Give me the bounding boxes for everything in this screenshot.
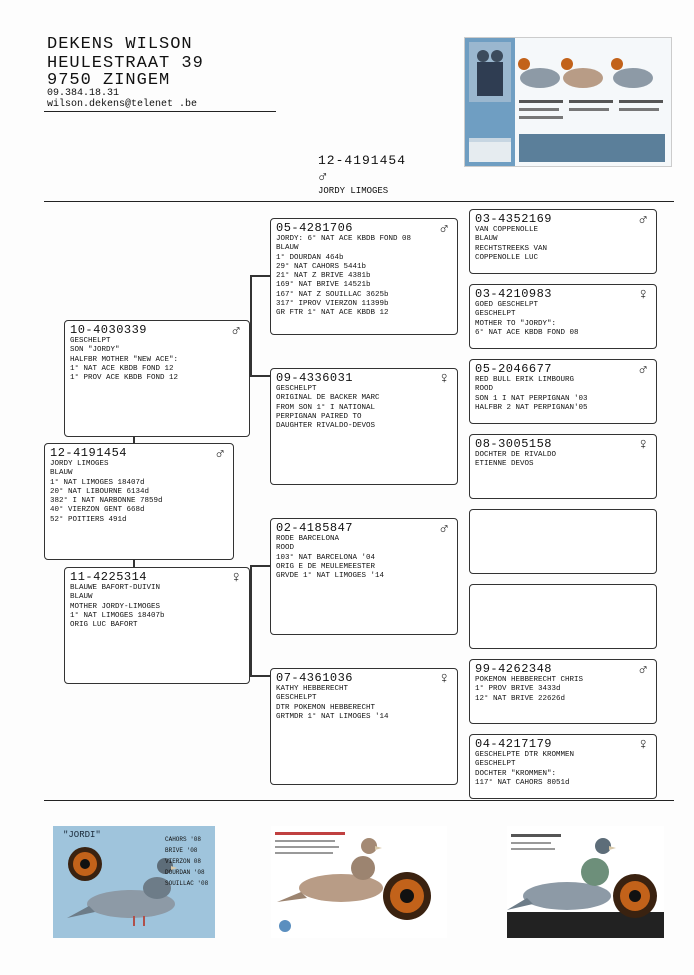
- card-line: 29° NAT CAHORS 5441b: [276, 262, 367, 271]
- owner-street: HEULESTRAAT 39: [47, 54, 204, 73]
- male-symbol-icon: ♂: [318, 168, 328, 186]
- photo-jordi-result: VIERZON 08: [165, 858, 202, 865]
- card-line: GESCHELPT: [70, 337, 111, 345]
- card-line: GRVDE 1° NAT LIMOGES '14: [276, 572, 385, 581]
- card-line: KATHY HEBBERECHT: [276, 685, 349, 693]
- male-symbol-icon: ♂: [638, 361, 648, 379]
- card-line: MOTHER TO "JORDY":: [475, 319, 557, 328]
- card-line: GR FTR 1° NAT ACE KBDB 12: [276, 309, 389, 318]
- card-line: GESCHELPT: [475, 760, 516, 769]
- male-symbol-icon: ♂: [215, 445, 225, 463]
- female-symbol-icon: ♀: [439, 670, 449, 688]
- advert-illustration: [465, 38, 671, 166]
- subject-name: JORDY LIMOGES: [318, 186, 389, 196]
- card-line: 20° NAT LIBOURNE 6134d: [50, 487, 150, 496]
- male-symbol-icon: ♂: [638, 661, 648, 679]
- female-symbol-icon: ♀: [439, 370, 449, 388]
- photo-jordi-result: DOURDAN '08: [165, 869, 205, 876]
- card-line: VAN COPPENOLLE: [475, 226, 539, 234]
- female-symbol-icon: ♀: [638, 736, 648, 754]
- connector-line: [250, 275, 271, 277]
- card-line: 1° PROV BRIVE 3433d: [475, 685, 561, 694]
- pedigree-card-self[interactable]: [44, 443, 234, 560]
- card-line: 1° PROV ACE KBDB FOND 12: [70, 374, 179, 383]
- female-symbol-icon: ♀: [638, 286, 648, 304]
- card-ring-number: 03-4352169: [475, 212, 553, 226]
- male-symbol-icon: ♂: [638, 211, 648, 229]
- connector-line: [250, 675, 271, 677]
- card-line: GESCHELPT: [276, 694, 317, 703]
- card-line: DAUGHTER RIVALDO-DEVOS: [276, 422, 376, 431]
- card-line: DOCHTER "KROMMEN":: [475, 769, 557, 778]
- card-ring-number: 04-4217179: [475, 737, 553, 751]
- photo-jordi-result: SOUILLAC '08: [165, 880, 209, 887]
- owner-email: wilson.dekens@telenet .be: [47, 99, 198, 110]
- card-ring-number: 03-4210983: [475, 287, 553, 301]
- card-line: ORIGINAL DE BACKER MARC: [276, 394, 380, 403]
- card-line: 382° I NAT NARBONNE 7859d: [50, 497, 163, 506]
- owner-name: DEKENS WILSON: [47, 35, 193, 54]
- card-line: 40° VIERZON GENT 668d: [50, 506, 145, 515]
- pedigree-card-dam[interactable]: [64, 567, 250, 684]
- card-line: HALFBR 2 NAT PERPIGNAN'05: [475, 403, 588, 412]
- photo-jordi: [53, 826, 215, 938]
- connector-line: [250, 565, 252, 675]
- card-line: 169° NAT BRIVE 14521b: [276, 281, 371, 290]
- card-line: 1° NAT LIMOGES 18407b: [70, 611, 165, 620]
- pedigree-card-sire-dam[interactable]: [270, 368, 458, 485]
- pedigree-card-sire-sire-dam[interactable]: [469, 284, 657, 349]
- card-line: DTR POKEMON HEBBERECHT: [276, 703, 376, 712]
- card-line: GESCHELPTE DTR KROMMEN: [475, 751, 575, 759]
- male-symbol-icon: ♂: [439, 220, 449, 238]
- connector-line: [250, 565, 271, 567]
- card-line: GRTMDR 1° NAT LIMOGES '14: [276, 712, 389, 721]
- connector-line: [250, 275, 252, 375]
- photo-jordi-title: "JORDI": [63, 830, 101, 840]
- card-ring-number: 05-2046677: [475, 362, 553, 376]
- card-line: RECHTSTREEKS VAN: [475, 244, 548, 253]
- card-line: MOTHER JORDY-LIMOGES: [70, 602, 161, 611]
- card-line: 1° DOURDAN 464b: [276, 253, 344, 262]
- card-line: COPPENOLLE LUC: [475, 253, 539, 262]
- card-ring-number: 05-4281706: [276, 221, 354, 235]
- pedigree-card-sire-sire[interactable]: [270, 218, 458, 335]
- advert-photo-collage: [464, 37, 672, 167]
- card-line: 52° POITIERS 491d: [50, 515, 127, 524]
- card-line: BLAUW: [50, 469, 73, 478]
- male-symbol-icon: ♂: [231, 322, 241, 340]
- pedigree-bottom-divider: [44, 800, 674, 801]
- card-line: 6° NAT ACE KBDB FOND 08: [475, 328, 579, 337]
- card-line: GESCHELPT: [276, 385, 317, 393]
- male-symbol-icon: ♂: [439, 520, 449, 538]
- card-ring-number: 02-4185847: [276, 521, 354, 535]
- card-line: FROM SON 1° I NATIONAL: [276, 403, 376, 412]
- pedigree-card-dam-sire[interactable]: [270, 518, 458, 635]
- card-line: BLAUW: [276, 244, 299, 253]
- card-line: SON "JORDY": [70, 346, 120, 355]
- card-line: BLAUWE BAFORT-DUIVIN: [70, 584, 161, 592]
- card-line: PERPIGNAN PAIRED TO: [276, 412, 362, 421]
- card-line: DOCHTER DE RIVALDO: [475, 451, 557, 459]
- pigeon-photo: [271, 826, 447, 938]
- card-ring-number: 10-4030339: [70, 323, 148, 337]
- connector-line: [250, 375, 271, 377]
- card-line: ORIG E DE MEULEMEESTER: [276, 562, 376, 571]
- card-line: SON 1 I NAT PERPIGNAN '03: [475, 394, 588, 403]
- pedigree-card-sire-dam-sire[interactable]: [469, 359, 657, 424]
- card-line: HALFBR MOTHER "NEW ACE":: [70, 355, 179, 364]
- card-line: GOED GESCHELPT: [475, 301, 539, 309]
- card-line: BLAUW: [475, 235, 498, 244]
- pedigree-card-sire[interactable]: [64, 320, 250, 437]
- card-line: 103° NAT BARCELONA '04: [276, 553, 376, 562]
- pedigree-card-dam-dam-sire[interactable]: [469, 659, 657, 724]
- card-line: 167° NAT Z SOUILLAC 3625b: [276, 290, 389, 299]
- pedigree-card-dam-dam[interactable]: [270, 668, 458, 785]
- card-ring-number: 07-4361036: [276, 671, 354, 685]
- card-ring-number: 12-4191454: [50, 446, 128, 460]
- owner-city: 9750 ZINGEM: [47, 71, 171, 90]
- card-line: ORIG LUC BAFORT: [70, 621, 138, 630]
- photo-jordi-results: [165, 834, 208, 889]
- card-line: 1° NAT LIMOGES 18407d: [50, 478, 145, 487]
- card-line: 12° NAT BRIVE 22626d: [475, 694, 566, 703]
- card-line: POKEMON HEBBERECHT CHRIS: [475, 676, 584, 684]
- card-line: JORDY LIMOGES: [50, 460, 109, 468]
- card-line: 21° NAT Z BRIVE 4381b: [276, 272, 371, 281]
- photo-jordi-result: BRIVE '08: [165, 847, 198, 854]
- pedigree-card-sire-dam-dam[interactable]: [469, 434, 657, 499]
- card-line: 1° NAT ACE KBDB FOND 12: [70, 364, 174, 373]
- card-ring-number: 08-3005158: [475, 437, 553, 451]
- card-ring-number: 11-4225314: [70, 570, 148, 584]
- subject-heading: [318, 153, 438, 196]
- card-line: BLAUW: [70, 593, 93, 602]
- pedigree-card-sire-sire-sire[interactable]: [469, 209, 657, 274]
- pedigree-card-dam-dam-dam[interactable]: [469, 734, 657, 799]
- card-line: ETIENNE DEVOS: [475, 460, 534, 469]
- card-line: ROOD: [276, 544, 295, 553]
- pedigree-card-dam-sire-sire-empty[interactable]: [469, 509, 657, 574]
- photo-new-ace: [507, 826, 664, 938]
- pedigree-card-dam-sire-dam-empty[interactable]: [469, 584, 657, 649]
- header-divider: [44, 111, 276, 112]
- female-symbol-icon: ♀: [231, 569, 241, 587]
- card-ring-number: 99-4262348: [475, 662, 553, 676]
- subject-ring-number: 12-4191454: [318, 153, 407, 168]
- card-line: ROOD: [475, 385, 494, 394]
- card-line: RODE BARCELONA: [276, 535, 340, 543]
- card-line: GESCHELPT: [475, 310, 516, 319]
- card-line: 317° IPROV VIERZON 11399b: [276, 300, 389, 309]
- photo-allmond-rodeo: [271, 826, 447, 938]
- pigeon-photo: [507, 826, 664, 938]
- female-symbol-icon: ♀: [638, 436, 648, 454]
- owner-phone: 09.384.18.31: [47, 88, 120, 99]
- card-line: JORDY: 6° NAT ACE KBDB FOND 08: [276, 235, 412, 243]
- photo-jordi-result: CAHORS '08: [165, 836, 202, 843]
- pedigree-top-divider: [44, 201, 674, 202]
- card-line: RED BULL ERIK LIMBOURG: [475, 376, 575, 384]
- card-ring-number: 09-4336031: [276, 371, 354, 385]
- card-line: 117° NAT CAHORS 8051d: [475, 778, 570, 787]
